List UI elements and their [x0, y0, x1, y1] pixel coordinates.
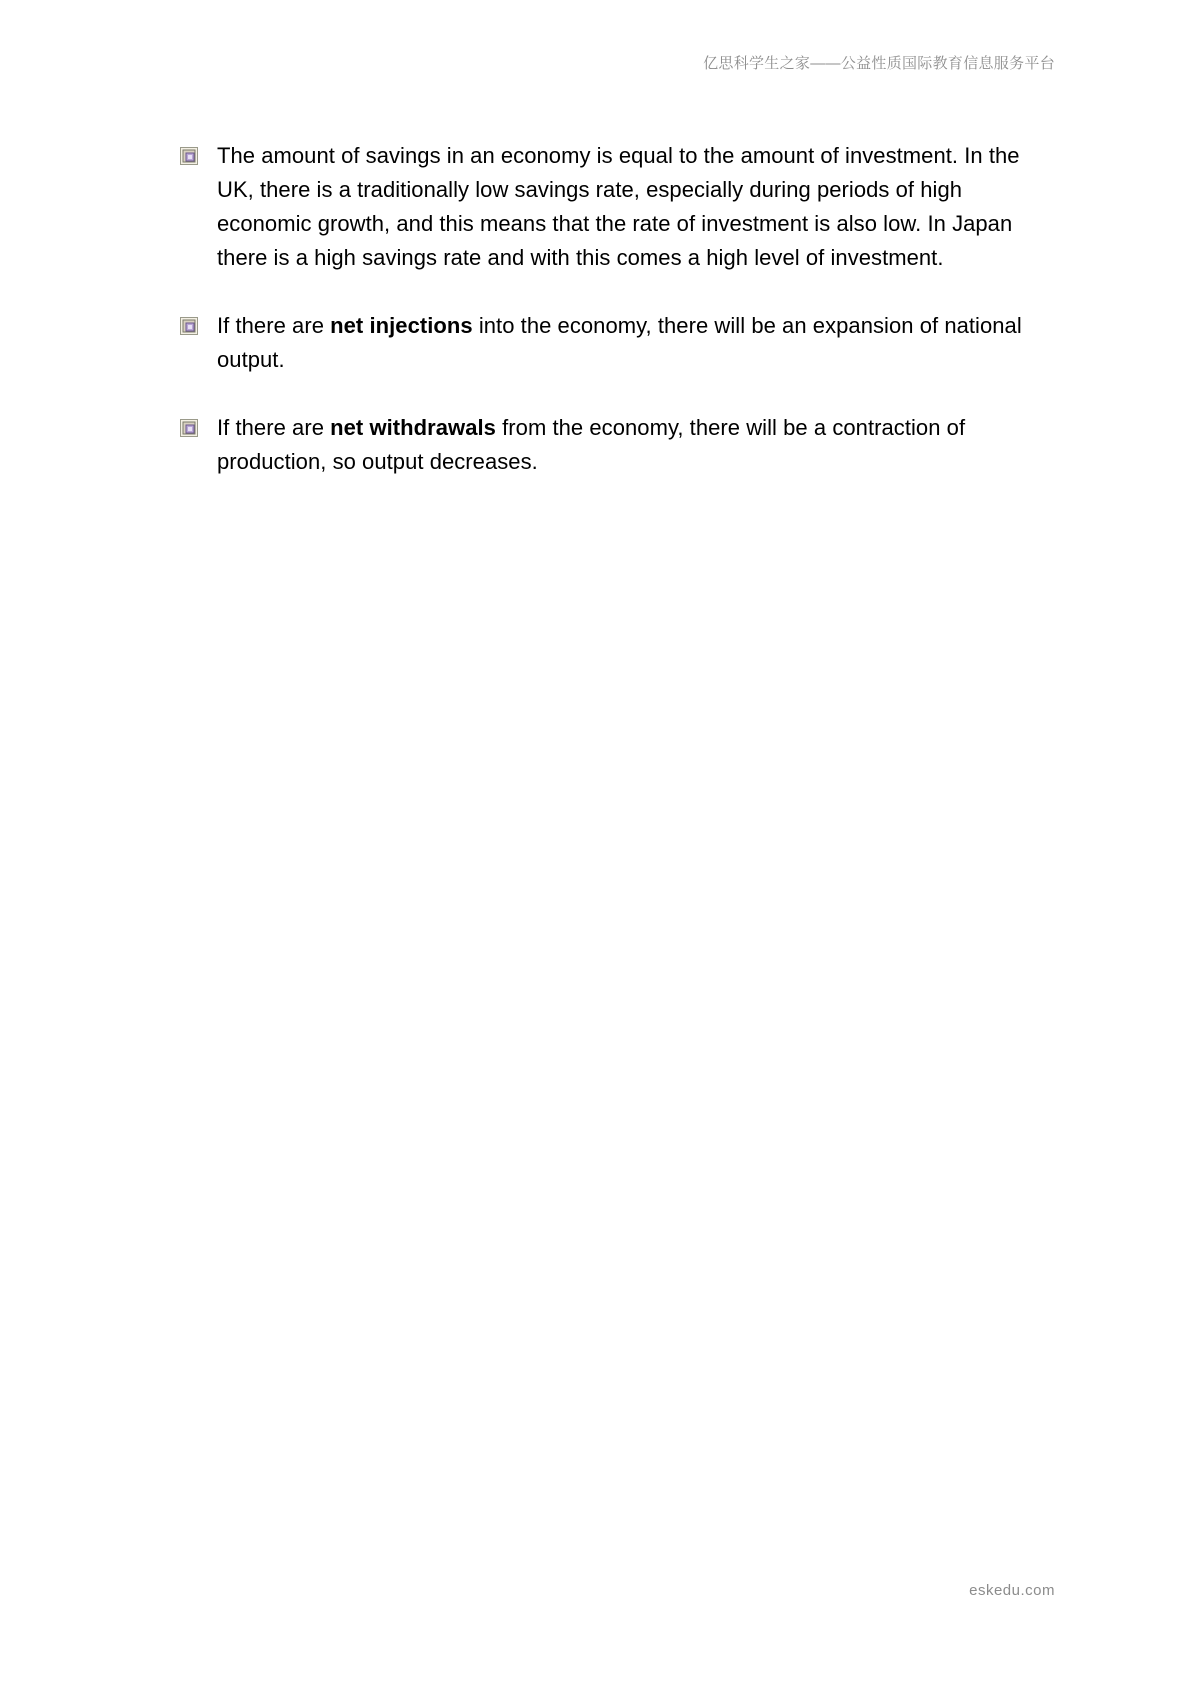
bullet-square-icon	[180, 147, 198, 165]
bullet-text-bold: net withdrawals	[330, 415, 496, 440]
bullet-text-before: If there are	[217, 415, 331, 440]
bullet-text-after: from the economy, there will be a contraction of production, so output decreases.	[217, 415, 966, 474]
bullet-text	[217, 415, 965, 474]
page-footer: eskedu.com	[969, 1582, 1055, 1599]
page-header: 亿思科学生之家——公益性质国际教育信息服务平台	[703, 55, 1055, 72]
bullet-item-net-injections	[180, 309, 1060, 377]
bullet-list	[180, 139, 1060, 513]
bullet-square-icon	[180, 419, 198, 437]
bullet-text-before: If there are	[217, 313, 331, 338]
bullet-item-savings-investment	[180, 139, 1060, 275]
bullet-square-icon	[180, 317, 198, 335]
bullet-text	[217, 313, 1022, 372]
bullet-text-after: into the economy, there will be an expansion of national output.	[217, 313, 1022, 372]
bullet-text: The amount of savings in an economy is equal to the amount of investment. In the UK, there is a traditionally low savings rate, especially during periods of high economic growth, and this means that the rate of investment is also low. In Japan there is a high savings rate and with this comes a high level of investment.	[217, 143, 1020, 270]
bullet-text-bold: net injections	[330, 313, 473, 338]
bullet-item-net-withdrawals	[180, 411, 1060, 479]
